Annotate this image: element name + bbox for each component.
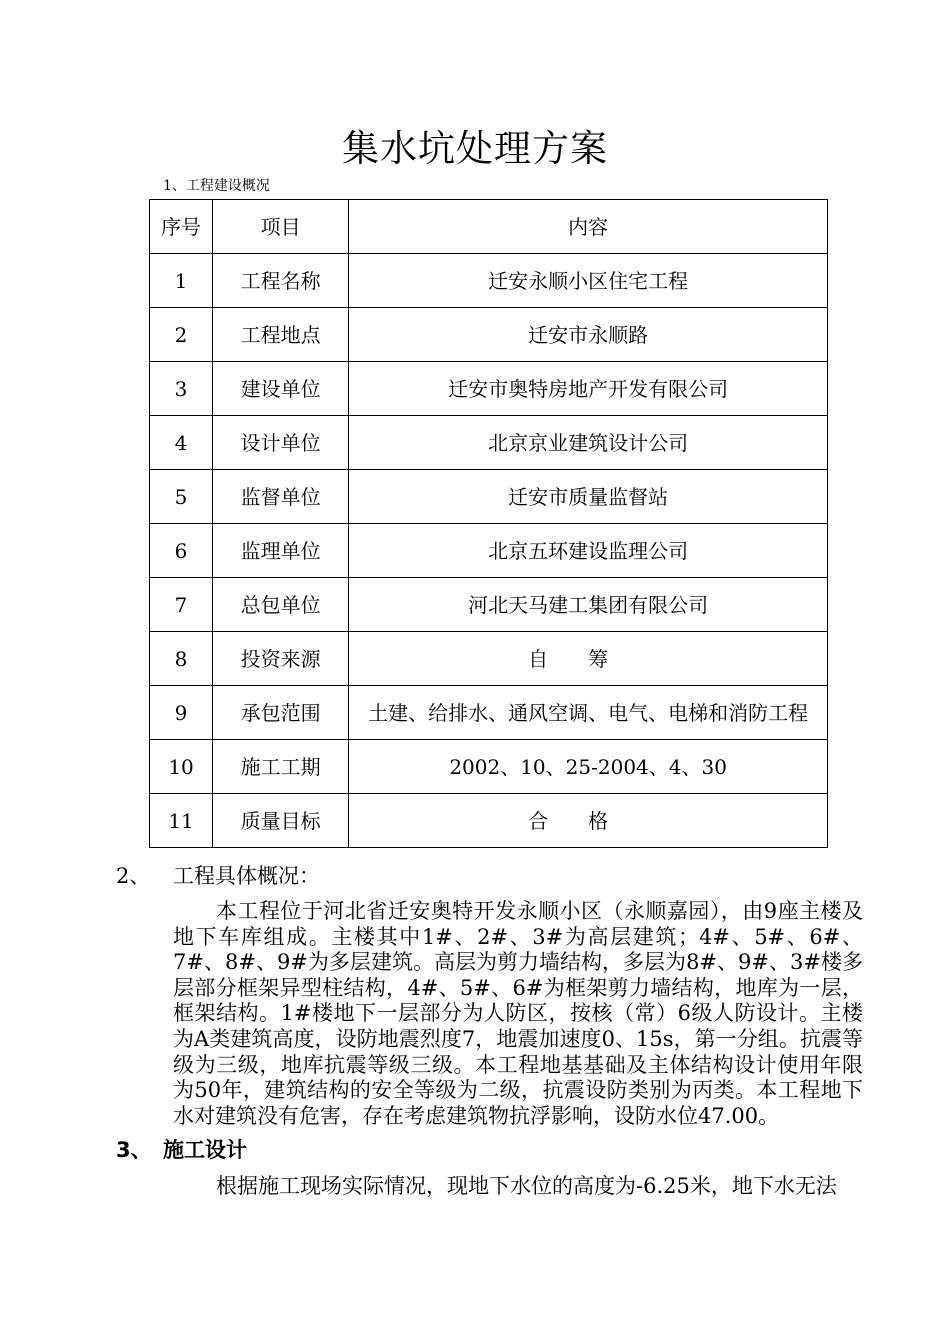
section2-title: 工程具体概况： — [173, 864, 320, 888]
row-item-cell: 总包单位 — [213, 578, 349, 632]
project-info-table — [149, 199, 828, 848]
table-row — [150, 578, 828, 632]
row-index-cell: 8 — [150, 632, 213, 686]
row-content-cell: 迁安永顺小区住宅工程 — [349, 254, 828, 308]
row-item-cell: 施工工期 — [213, 740, 349, 794]
table-row — [150, 308, 828, 362]
row-content-cell: 土建、给排水、通风空调、电气、电梯和消防工程 — [349, 686, 828, 740]
table-row — [150, 416, 828, 470]
table-row — [150, 794, 828, 848]
section1-caption: 1、工程建设概况 — [163, 178, 270, 194]
header-cell-index: 序号 — [150, 200, 213, 254]
row-item-cell: 设计单位 — [213, 416, 349, 470]
page-title: 集水坑处理方案 — [342, 127, 608, 170]
row-content-cell: 北京五环建设监理公司 — [349, 524, 828, 578]
row-index-cell: 3 — [150, 362, 213, 416]
section3-number: 3、 — [116, 1138, 152, 1162]
row-content-cell: 迁安市奥特房地产开发有限公司 — [349, 362, 828, 416]
row-content-cell: 合格 — [349, 794, 828, 848]
row-index-cell: 10 — [150, 740, 213, 794]
row-content-cell: 2002、10、25-2004、4、30 — [349, 740, 828, 794]
row-item-cell: 质量目标 — [213, 794, 349, 848]
header-cell-item: 项目 — [213, 200, 349, 254]
table-row — [150, 470, 828, 524]
table-header-row — [150, 200, 828, 254]
table-row — [150, 524, 828, 578]
row-index-cell: 7 — [150, 578, 213, 632]
row-item-cell: 承包范围 — [213, 686, 349, 740]
row-content-cell: 北京京业建筑设计公司 — [349, 416, 828, 470]
row-content-cell: 自筹 — [349, 632, 828, 686]
row-item-cell: 监督单位 — [213, 470, 349, 524]
row-index-cell: 5 — [150, 470, 213, 524]
table-row — [150, 686, 828, 740]
row-index-cell: 2 — [150, 308, 213, 362]
table-row — [150, 740, 828, 794]
row-index-cell: 11 — [150, 794, 213, 848]
row-content-cell: 河北天马建工集团有限公司 — [349, 578, 828, 632]
table-row — [150, 362, 828, 416]
row-index-cell: 6 — [150, 524, 213, 578]
row-index-cell: 9 — [150, 686, 213, 740]
row-index-cell: 1 — [150, 254, 213, 308]
row-item-cell: 工程地点 — [213, 308, 349, 362]
row-item-cell: 投资来源 — [213, 632, 349, 686]
section3-title: 施工设计 — [163, 1138, 247, 1162]
row-item-cell: 监理单位 — [213, 524, 349, 578]
row-index-cell: 4 — [150, 416, 213, 470]
row-content-cell: 迁安市质量监督站 — [349, 470, 828, 524]
row-item-cell: 工程名称 — [213, 254, 349, 308]
row-content-cell: 迁安市永顺路 — [349, 308, 828, 362]
header-cell-content: 内容 — [349, 200, 828, 254]
table-row — [150, 254, 828, 308]
table-row — [150, 632, 828, 686]
section3-paragraph: 根据施工现场实际情况，现地下水位的高度为-6.25米，地下水无法 — [216, 1174, 837, 1198]
section2-paragraph: 本工程位于河北省迁安奥特开发永顺小区（永顺嘉园），由9座主楼及地下车库组成。主楼其中1#、2#、3#为高层建筑；4#、5#、6#、7#、8#、9#为多层建筑。高层为剪力墙结构，多层为8#、9#、3#楼多层部分框架异型柱结构，4#、5#、6#为框架剪力墙结构，地库为一层，框架结构。1#楼地下一层部分为人防区，按核（常）6级人防设计。主楼为A类建筑高度，设防地震烈度7，地震加速度0、15s，第一分组。抗震等级为三级，地库抗震等级三级。本工程地基基础及主体结构设计使用年限为50年，建筑结构的安全等级为二级，抗震设防类别为丙类。本工程地下水对建筑没有危害，存在考虑建筑物抗浮影响，设防水位47.00。 — [173, 899, 863, 1128]
section2-number: 2、 — [116, 864, 151, 888]
row-item-cell: 建设单位 — [213, 362, 349, 416]
